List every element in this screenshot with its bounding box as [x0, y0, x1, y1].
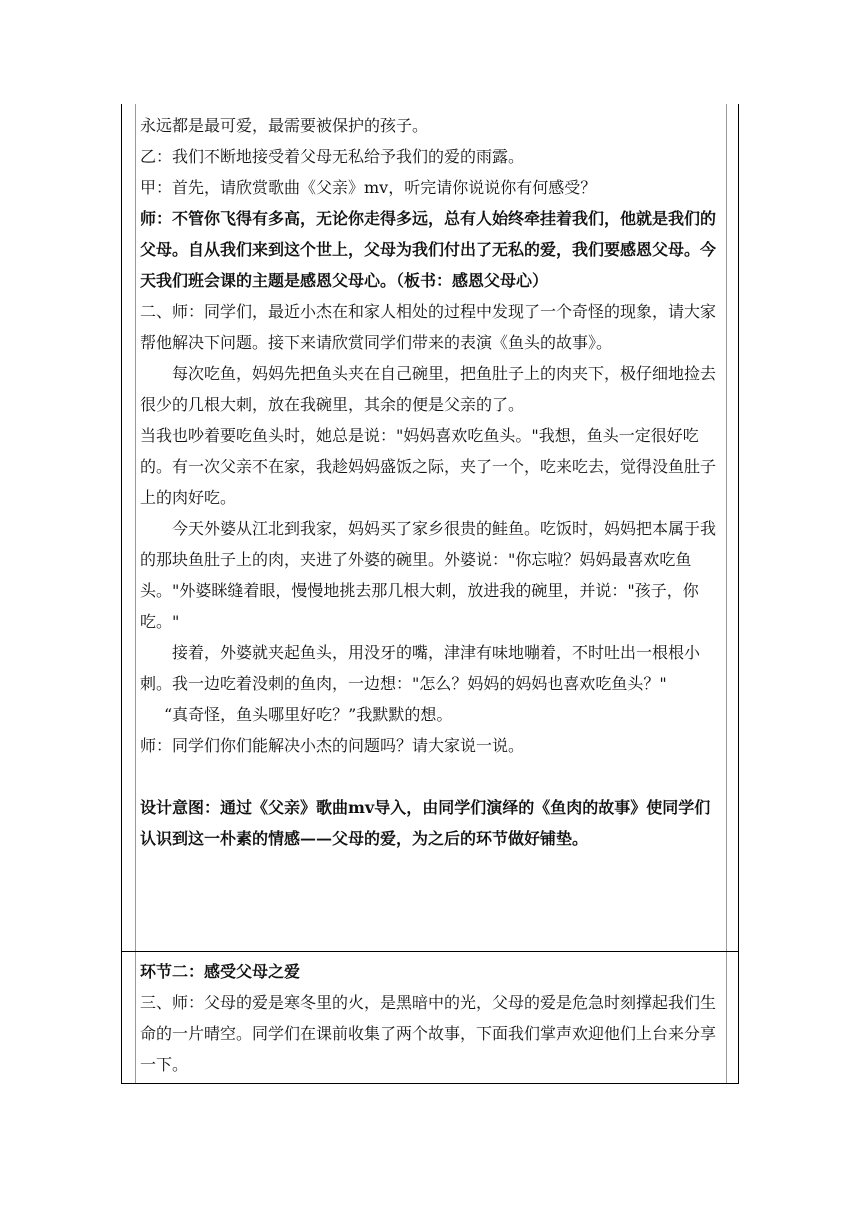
- story-paragraph: “真奇怪，鱼头哪里好吃？”我默默的想。: [164, 705, 453, 724]
- story-paragraph: 今天外婆从江北到我家，妈妈买了家乡很贵的鲑鱼。吃饭时，妈妈把本属于我的那块鱼肚子上的肉，夹进了外婆的碗里。外婆说："你忘啦？妈妈最喜欢吃鱼头。"外婆眯缝着眼，慢慢地挑去那几根大刺，放进我的碗里，并说："孩子，你吃。": [140, 519, 717, 631]
- story-paragraph: 当我也吵着要吃鱼头时，她总是说："妈妈喜欢吃鱼头。"我想，鱼头一定很好吃的。有一次父亲不在家，我趁妈妈盛饭之际，夹了一个，吃来吃去，觉得没鱼肚子上的肉好吃。: [140, 426, 717, 507]
- teacher-bold-paragraph: 师：不管你飞得有多高，无论你走得多远，总有人始终牵挂着我们，他就是我们的父母。自从我们来到这个世上，父母为我们付出了无私的爱，我们要感恩父母。今天我们班会课的主题是感恩父母心。（板书：感恩父母心）: [140, 209, 717, 290]
- story-paragraph: 每次吃鱼，妈妈先把鱼头夹在自己碗里，把鱼肚子上的肉夹下，极仔细地捡去很少的几根大刺，放在我碗里，其余的便是父亲的了。: [140, 364, 717, 414]
- table-inner-right-border: [726, 104, 727, 1084]
- design-intent-paragraph: 设计意图：通过《父亲》歌曲mv导入，由同学们演绎的《鱼肉的故事》使同学们认识到这一朴素的情感——父母的爱，为之后的环节做好铺垫。: [140, 798, 711, 848]
- story-paragraph: 接着，外婆就夹起鱼头，用没牙的嘴，津津有味地嘣着，不时吐出一根根小刺。我一边吃着没刺的鱼肉，一边想："怎么？妈妈的妈妈也喜欢吃鱼头？": [140, 643, 701, 693]
- table-row-divider: [121, 951, 739, 952]
- paragraph: 永远都是最可爱，最需要被保护的孩子。: [140, 116, 429, 135]
- lesson-cell-two: [140, 956, 720, 1080]
- paragraph: 三、师：父母的爱是寒冬里的火，是黑暗中的光，父母的爱是危急时刻撑起我们生命的一片晴空。同学们在课前收集了两个故事，下面我们掌声欢迎他们上台来分享一下。: [140, 993, 717, 1074]
- table-bottom-border: [121, 1083, 739, 1084]
- table-left-border: [121, 104, 122, 1084]
- paragraph: 甲：首先，请欣赏歌曲《父亲》mv，听完请你说说你有何感受？: [140, 178, 597, 197]
- table-inner-left-border: [135, 104, 136, 1084]
- paragraph: 乙：我们不断地接受着父母无私给予我们的爱的雨露。: [140, 147, 525, 166]
- section-heading: 环节二：感受父母之爱: [140, 962, 301, 981]
- paragraph: 二、师：同学们，最近小杰在和家人相处的过程中发现了一个奇怪的现象，请大家帮他解决下问题。接下来请欣赏同学们带来的表演《鱼头的故事》。: [140, 302, 717, 352]
- lesson-cell-one: [140, 106, 720, 854]
- table-right-border: [738, 104, 739, 1084]
- paragraph: 师：同学们你们能解决小杰的问题吗？请大家说一说。: [140, 736, 525, 755]
